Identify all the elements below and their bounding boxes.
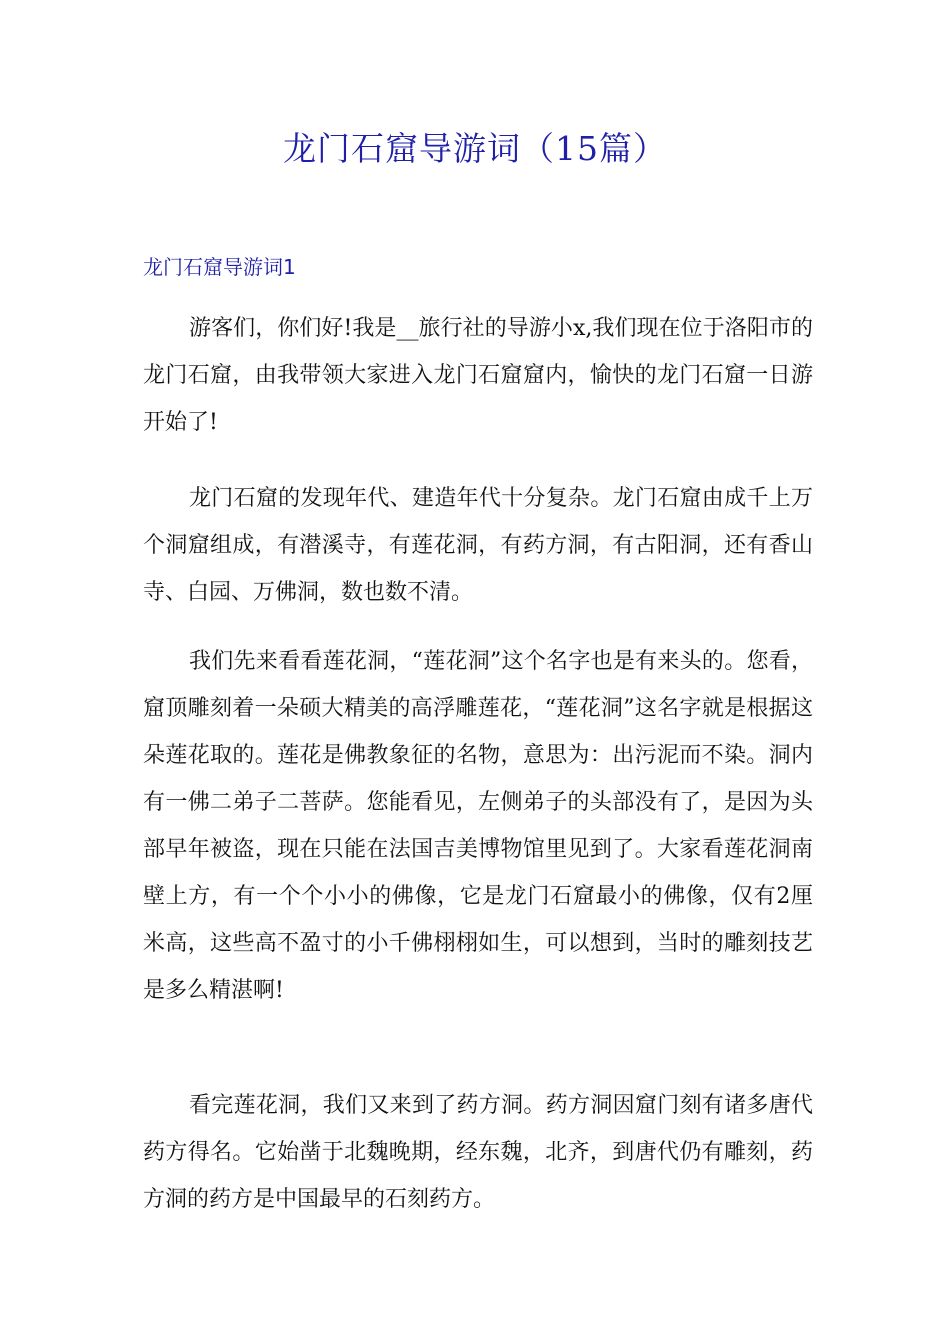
- paragraph-4: 看完莲花洞，我们又来到了药方洞。药方洞因窟门刻有诸多唐代药方得名。它始凿于北魏晚期，经东魏，北齐，到唐代仍有雕刻，药方洞的药方是中国最早的石刻药方。: [143, 1093, 813, 1212]
- paragraph-3: 我们先来看看莲花洞，“莲花洞”这个名字也是有来头的。您看，窟顶雕刻着一朵硕大精美的高浮雕莲花，“莲花洞”这名字就是根据这朵莲花取的。莲花是佛教象征的名物，意思为：出污泥而不染。洞内有一佛二弟子二菩萨。您能看见，左侧弟子的头部没有了，是因为头部早年被盗，现在只能在法国吉美博物馆里见到了。大家看莲花洞南壁上方，有一个个小小的佛像，它是龙门石窟最小的佛像，仅有2厘米高，这些高不盈寸的小千佛栩栩如生，可以想到，当时的雕刻技艺是多么精湛啊!: [143, 649, 813, 1003]
- paragraph-1: 游客们，你们好!我是__旅行社的导游小x,我们现在位于洛阳市的龙门石窟，由我带领大家进入龙门石窟窟内，愉快的龙门石窟一日游开始了!: [143, 316, 813, 435]
- section-heading: 龙门石窟导游词1: [143, 255, 296, 279]
- document-title: 龙门石窟导游词（15篇）: [283, 129, 667, 168]
- paragraph-2: 龙门石窟的发现年代、建造年代十分复杂。龙门石窟由成千上万个洞窟组成，有潜溪寺，有莲花洞，有药方洞，有古阳洞，还有香山寺、白园、万佛洞，数也数不清。: [143, 486, 813, 605]
